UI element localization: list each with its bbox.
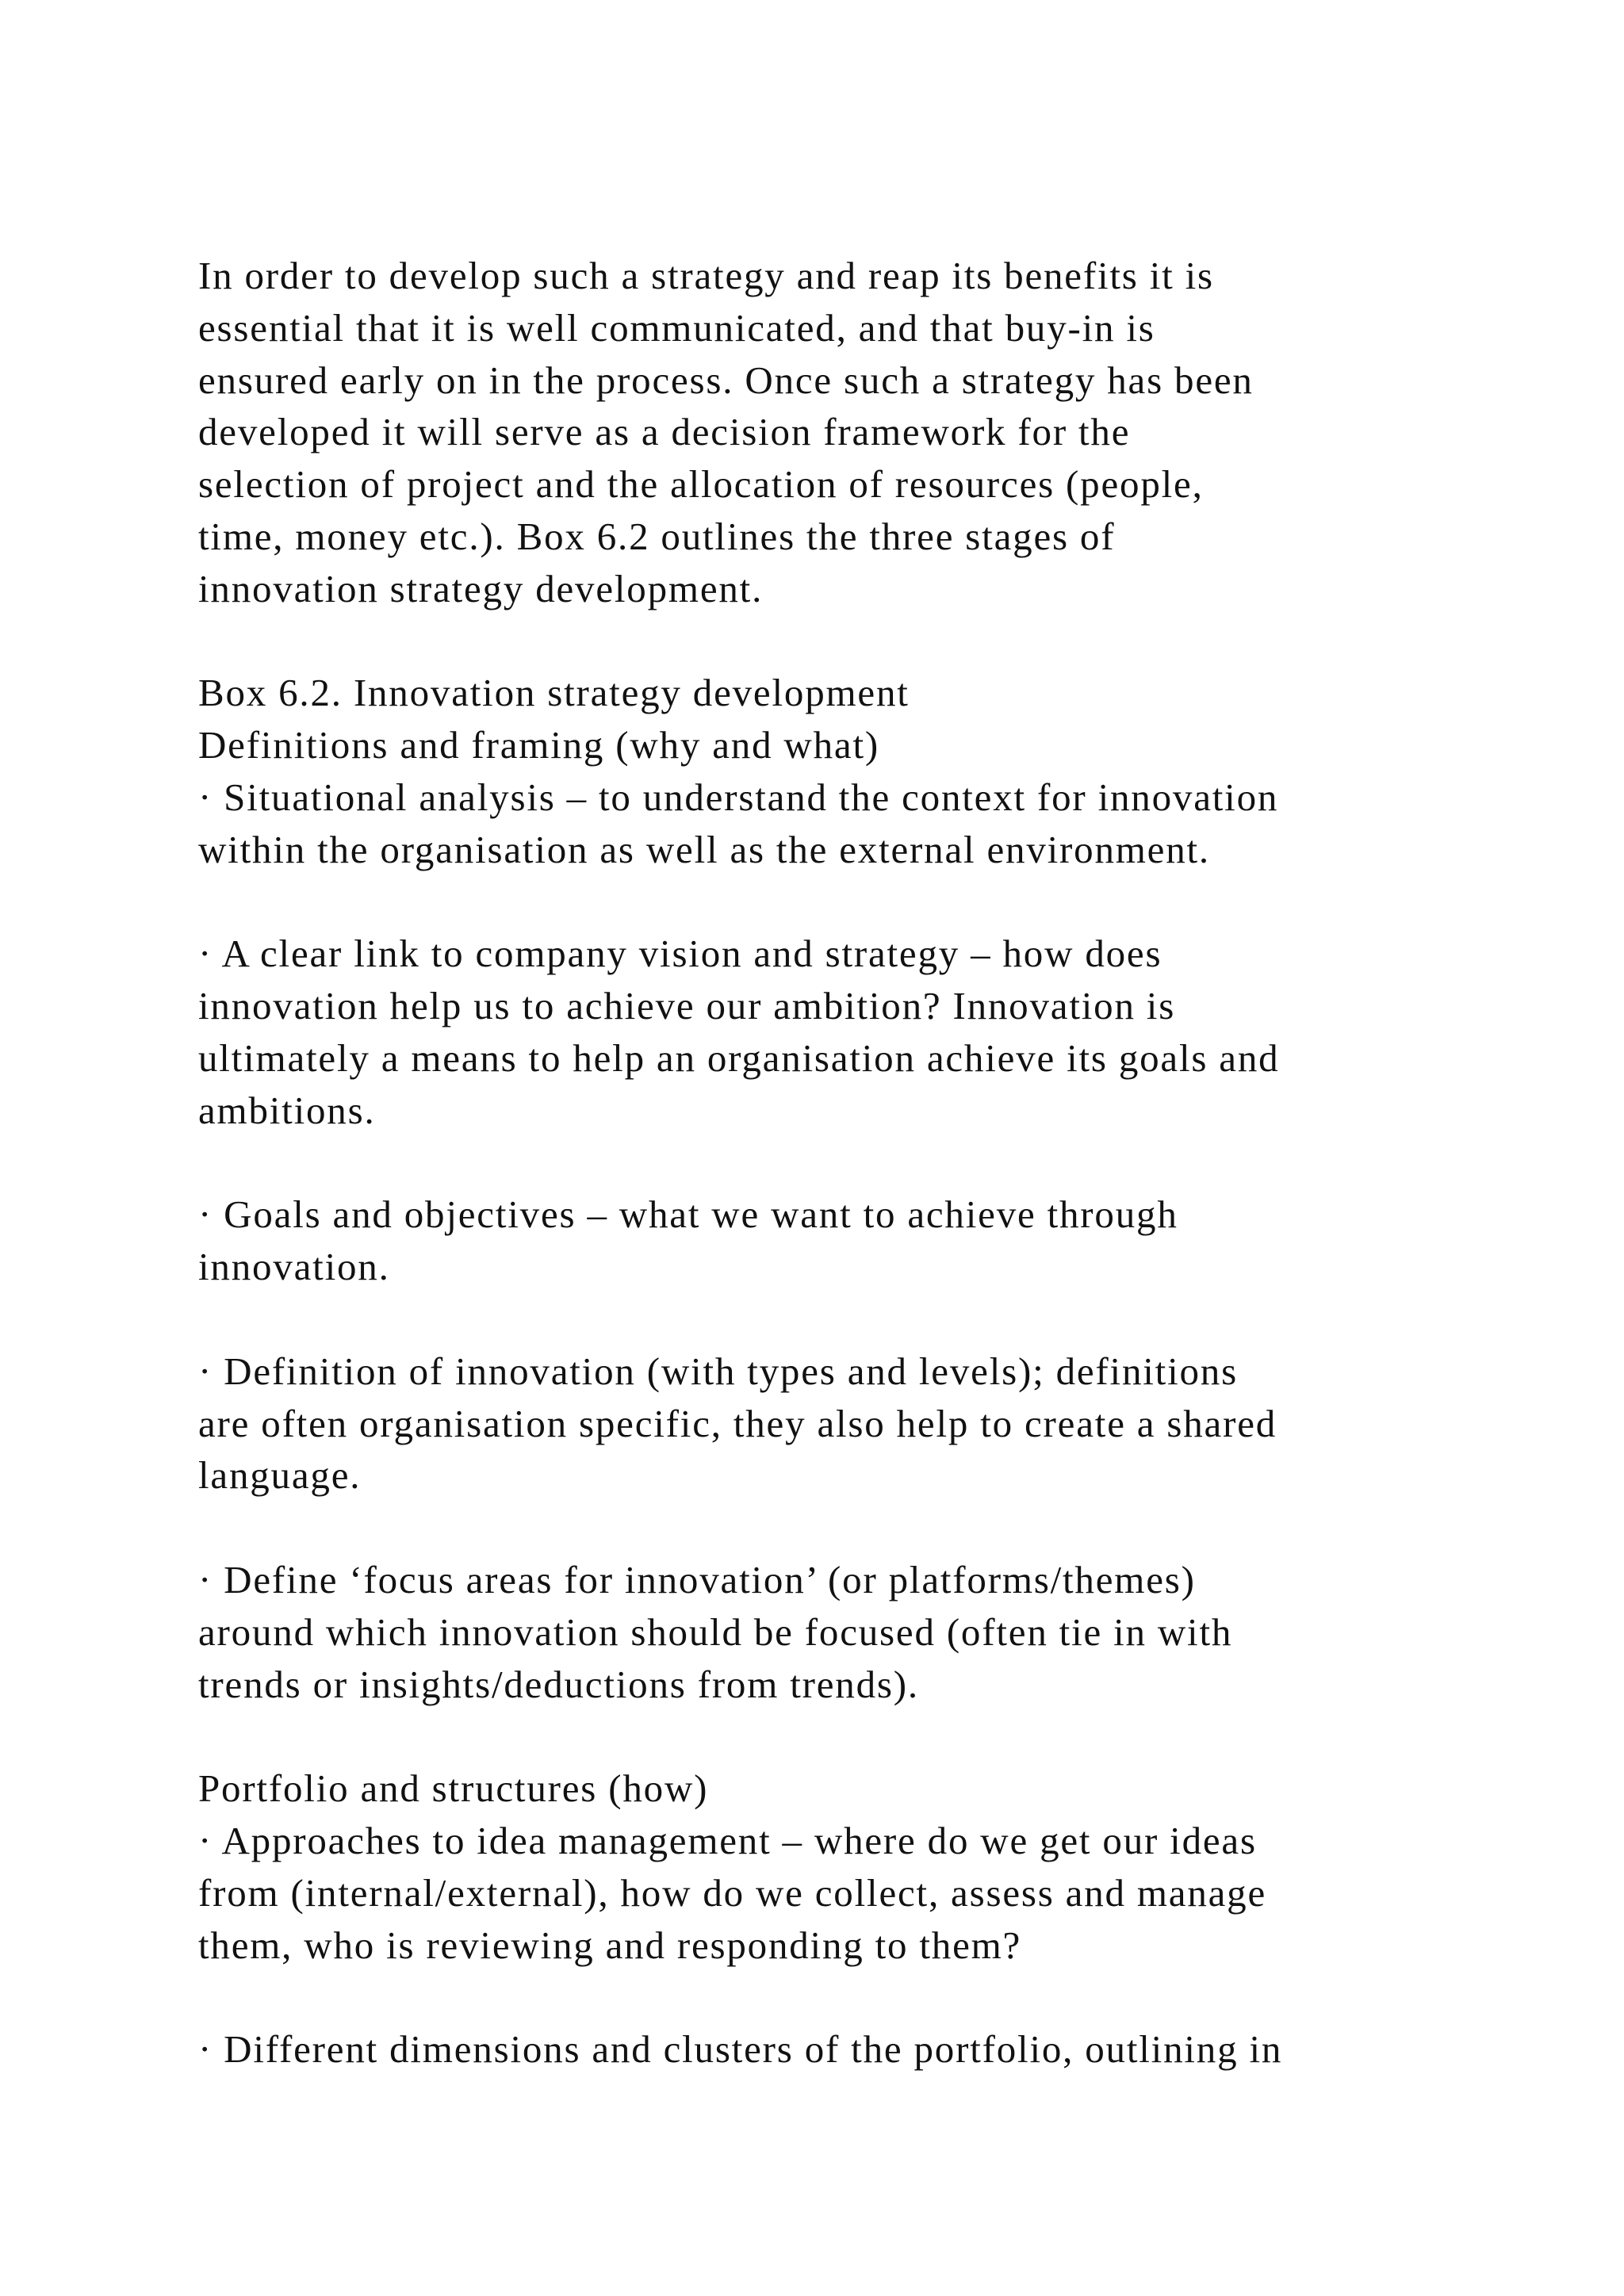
paragraph-gap (198, 876, 1507, 928)
text-line: them, who is reviewing and responding to them? (198, 1923, 1022, 1967)
text-line: ambitions. (198, 1088, 376, 1132)
text-line: · Goals and objectives – what we want to achieve through (198, 1192, 1178, 1237)
bullet-situational-analysis (198, 771, 1507, 876)
paragraph-gap (198, 1710, 1507, 1762)
intro-paragraph (198, 250, 1507, 615)
text-line: are often organisation specific, they also help to create a shared (198, 1401, 1277, 1445)
text-line: · Define ‘focus areas for innovation’ (or platforms/themes) (198, 1557, 1196, 1601)
text-line: time, money etc.). Box 6.2 outlines the three stages of (198, 514, 1116, 558)
section-heading-portfolio: Portfolio and structures (how) (198, 1766, 709, 1811)
bullet-portfolio-dimensions (198, 2023, 1507, 2076)
bullet-idea-management (198, 1815, 1507, 1971)
text-line: around which innovation should be focused (often tie in with (198, 1609, 1233, 1654)
section-heading-definitions: Definitions and framing (why and what) (198, 723, 880, 767)
text-line: innovation help us to achieve our ambition? Innovation is (198, 984, 1176, 1028)
text-line: selection of project and the allocation of resources (people, (198, 462, 1204, 507)
text-line: innovation. (198, 1245, 390, 1289)
text-line: developed it will serve as a decision framework for the (198, 410, 1131, 454)
bullet-goals-objectives (198, 1188, 1507, 1293)
paragraph-gap (198, 1502, 1507, 1554)
text-line: innovation strategy development. (198, 566, 764, 610)
bullet-definition-of-innovation (198, 1345, 1507, 1502)
text-line: · Definition of innovation (with types and levels); definitions (198, 1349, 1238, 1393)
text-line: from (internal/external), how do we collect, assess and manage (198, 1870, 1267, 1915)
bullet-company-vision-link (198, 928, 1507, 1136)
text-line: trends or insights/deductions from trends). (198, 1662, 919, 1706)
text-line: ensured early on in the process. Once such a strategy has been (198, 358, 1254, 402)
text-line: · Approaches to idea management – where do we get our ideas (198, 1818, 1257, 1862)
paragraph-gap (198, 1971, 1507, 2023)
box-title: Box 6.2. Innovation strategy development (198, 671, 910, 715)
text-line: In order to develop such a strategy and reap its benefits it is (198, 254, 1214, 297)
text-line: ultimately a means to help an organisation achieve its goals and (198, 1035, 1280, 1080)
text-line: essential that it is well communicated, and that buy-in is (198, 305, 1155, 350)
paragraph-gap (198, 1137, 1507, 1189)
text-line: language. (198, 1453, 362, 1498)
text-line: · Different dimensions and clusters of the portfolio, outlining in (198, 2027, 1283, 2072)
bullet-focus-areas (198, 1554, 1507, 1710)
paragraph-gap (198, 1293, 1507, 1345)
document-body (198, 250, 1507, 2076)
text-line: · A clear link to company vision and strategy – how does (198, 932, 1162, 976)
text-line: within the organisation as well as the external environment. (198, 827, 1210, 871)
text-line: · Situational analysis – to understand the context for innovation (198, 775, 1279, 819)
paragraph-gap (198, 615, 1507, 668)
